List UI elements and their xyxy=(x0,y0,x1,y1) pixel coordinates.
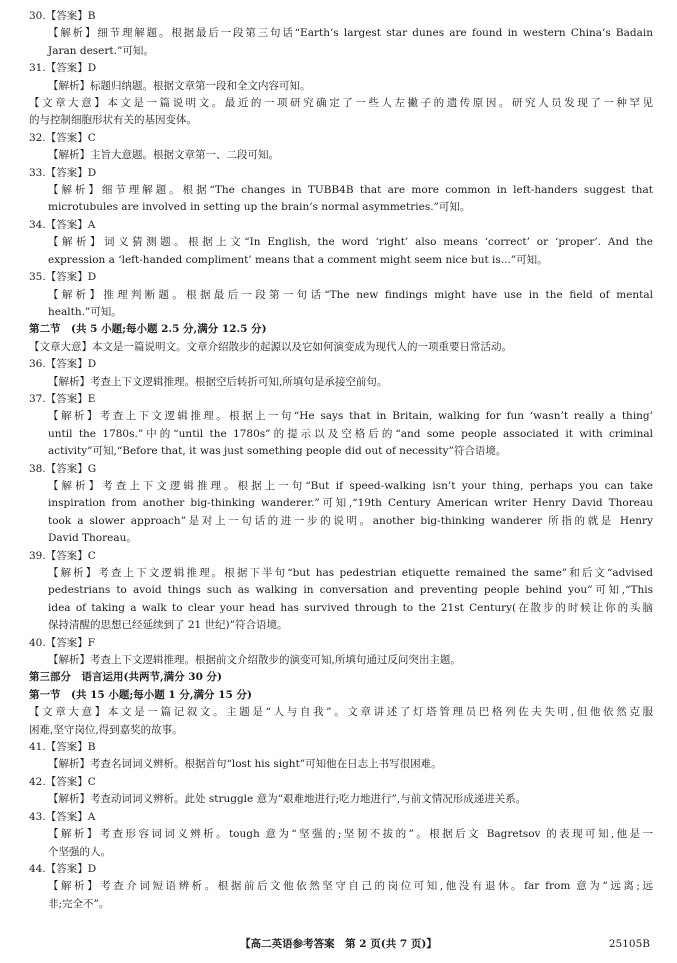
text-line: 【文章大意】本文是一篇记叙文。主题是“人与自我”。文章讲述了灯塔管理员巴格列佐夫失明,但他依然克服 xyxy=(29,706,653,719)
page-footer xyxy=(0,936,677,953)
text-line: 【解析】考查上下文逻辑推理。根据前文介绍散步的演变可知,所填句通过反问突出主题。 xyxy=(48,654,461,667)
text-line: 的与控制细胞形状有关的基因变体。 xyxy=(29,114,197,127)
text-line: until the 1780s.”中的“until the 1780s”的提示以及空格后的“and some people associated it with criminal xyxy=(48,427,653,440)
text-line: 困难,坚守岗位,得到嘉奖的故事。 xyxy=(29,723,183,736)
text-line: 40.【答案】F xyxy=(29,636,95,649)
text-line: 【解析】词义猜测题。根据上文“In English, the word ‘right’ also means ‘correct’ or ‘proper’. And the xyxy=(48,236,653,249)
text-line: expression a ‘left-handed compliment’ means that a comment might seem nice but is...”可知。 xyxy=(48,253,548,266)
footer-document-code: 25105B xyxy=(608,938,650,950)
text-line: David Thoreau。 xyxy=(48,532,137,545)
text-line: 44.【答案】D xyxy=(29,862,97,875)
text-line: 【解析】考查上下文逻辑推理。根据上一句“But if speed-walking isn’t your thing, perhaps you can take xyxy=(48,479,653,492)
text-line: 【解析】考查名词词义辨析。根据首句“lost his sight”可知他在日志上书写很困难。 xyxy=(48,758,442,771)
text-line: inspiration from another big-thinking wanderer.”可知,“19th Century American writer Henry David Thoreau xyxy=(48,497,653,510)
text-line: 非;完全不”。 xyxy=(48,897,110,910)
text-line: 【解析】考查介词短语辨析。根据前后文他依然坚守自己的岗位可知,他没有退休。far from 意为“远离;远 xyxy=(48,880,653,893)
text-line: microtubules are involved in setting up the brain’s normal asymmetries.”可知。 xyxy=(48,201,471,214)
text-line: activity”可知,“Before that, it was just something people did out of necessity”符合语境。 xyxy=(48,445,507,458)
section-heading: 第一节 (共 15 小题;每小题 1 分,满分 15 分) xyxy=(29,688,252,701)
text-line: 34.【答案】A xyxy=(29,218,96,231)
text-line: 【文章大意】本文是一篇说明文。文章介绍散步的起源以及它如何演变成为现代人的一项重要日常活动。 xyxy=(29,340,512,353)
text-line: idea of taking a walk to clear your head has survived through to the 21st Century(在散步的时候让你的头脑 xyxy=(48,601,653,614)
text-line: 【解析】细节理解题。根据“The changes in TUBB4B that are more common in left-handers suggest that xyxy=(48,184,653,197)
text-line: 保持清醒的思想已经延续到了 21 世纪)”符合语境。 xyxy=(48,619,288,632)
text-line: Jaran desert.”可知。 xyxy=(48,44,154,57)
text-line: 33.【答案】D xyxy=(29,166,97,179)
footer-page-info: 【高二英语参考答案 第 2 页(共 7 页)】 xyxy=(240,938,437,950)
text-line: pedestrians to avoid things such as walking in conversation and preventing people behind you”可知,“This xyxy=(48,584,653,597)
text-line: 【解析】细节理解题。根据最后一段第三句话“Earth’s largest star dunes are found in western China’s Badain xyxy=(48,27,653,40)
text-line: 39.【答案】C xyxy=(29,549,96,562)
text-line: 【解析】考查上下文逻辑推理。根据空后转折可知,所填句是承接空前句。 xyxy=(48,375,388,388)
text-line: 【解析】主旨大意题。根据文章第一、二段可知。 xyxy=(48,149,279,162)
text-line: 35.【答案】D xyxy=(29,271,97,284)
section-heading: 第三部分 语言运用(共两节,满分 30 分) xyxy=(29,671,223,684)
text-line: 43.【答案】A xyxy=(29,810,96,823)
text-line: 【解析】考查形容词词义辨析。tough 意为“坚强的;坚韧不拔的”。根据后文 Bagretsov 的表现可知,他是一 xyxy=(48,828,653,841)
text-line: 41.【答案】B xyxy=(29,741,96,754)
text-line: 【文章大意】本文是一篇说明文。最近的一项研究确定了一些人左撇子的遗传原因。研究人员发现了一种罕见 xyxy=(29,97,653,110)
text-line: 【解析】标题归纳题。根据文章第一段和全文内容可知。 xyxy=(48,79,311,92)
text-line: 31.【答案】D xyxy=(29,62,97,75)
text-line: 【解析】考查动词词义辨析。此处 struggle 意为“艰难地进行;吃力地进行”,与前文情况形成递进关系。 xyxy=(48,793,527,806)
section-heading: 第二节 (共 5 小题;每小题 2.5 分,满分 12.5 分) xyxy=(29,323,267,336)
text-line: 30.【答案】B xyxy=(29,10,96,22)
text-line: 【解析】考查上下文逻辑推理。根据上一句“He says that in Britain, walking for fun ‘wasn’t really a thing’ xyxy=(48,410,653,423)
text-line: took a slower approach”是对上一句话的进一步的说明。another big-thinking wanderer 所指的就是 Henry xyxy=(48,514,653,527)
text-line: health.”可知。 xyxy=(48,305,122,318)
text-line: 36.【答案】D xyxy=(29,358,97,371)
text-line: 37.【答案】E xyxy=(29,392,96,405)
text-line: 42.【答案】C xyxy=(29,775,96,788)
text-line: 【解析】考查上下文逻辑推理。根据下半句“but has pedestrian etiquette remained the same”和后文“advised xyxy=(48,567,653,579)
answer-key-document xyxy=(29,8,653,913)
text-line: 38.【答案】G xyxy=(29,462,97,475)
text-line: 个坚强的人。 xyxy=(48,845,111,858)
text-line: 【解析】推理判断题。根据最后一段第一句话“The new findings might have use in the field of mental xyxy=(48,288,653,301)
text-line: 32.【答案】C xyxy=(29,131,96,144)
